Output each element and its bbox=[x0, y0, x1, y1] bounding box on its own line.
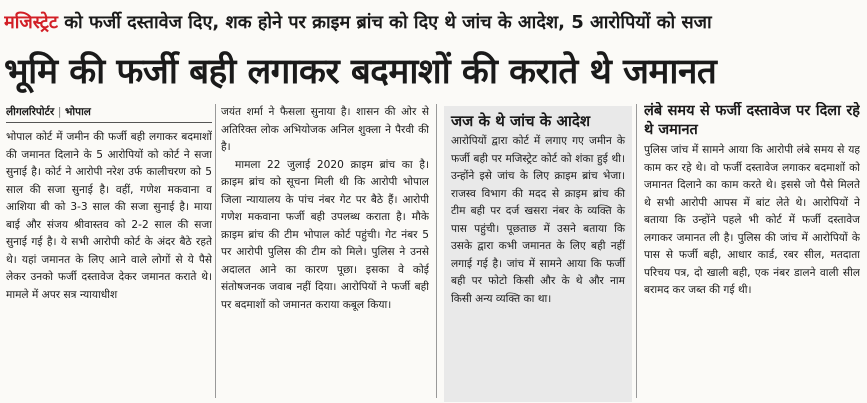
strapline-text: को फर्जी दस्तावेज दिए, शक होने पर क्राइम ब्रांच को दिए थे जांच के आदेश, 5 आरोपियों को सजा bbox=[57, 12, 712, 33]
byline-reporter: लीगलरिपोर्टर bbox=[6, 106, 55, 118]
byline-city: भोपाल bbox=[65, 106, 91, 118]
subheading-judge-orders: जज के थे जांच के आदेश bbox=[451, 112, 591, 130]
column-3-text: आरोपियों द्वारा कोर्ट में लगाए गए जमीन के फर्जी बही पर मजिस्ट्रेट कोर्ट को शंका हुई थी। उन्होंने इसे जांच के लिए क्राइम ब्रांच भेजा। राजस्व विभाग की मदद से क्राइम ब्रांच की टीम बही पर दर्ज खसरा नंबर के व्यक्ति के पास पहुंची। पूछताछ में उसने बताया कि उसके द्वारा कभी जमानत के लिए बही नहीं लगाई गई है। जांच में सामने आया कि फर्जी बही पर फोटो किसी और के थे और नाम किसी अन्य व्यक्ति का था। bbox=[451, 135, 625, 305]
article-column-4 bbox=[644, 102, 860, 400]
byline-separator: | bbox=[57, 106, 62, 118]
headline: भूमि की फर्जी बही लगाकर बदमाशों की कराते थे जमानत bbox=[4, 52, 717, 92]
column-divider bbox=[436, 104, 437, 398]
article-column-2 bbox=[221, 104, 429, 402]
column-divider bbox=[636, 104, 637, 398]
column-2-paragraph-1: जयंत शर्मा ने फैसला सुनाया है। शासन की ओर से अतिरिक्त लोक अभियोजक अनिल शुक्ला ने पैरवी की है। bbox=[221, 106, 429, 153]
column-4-text: पुलिस जांच में सामने आया कि आरोपी लंबे समय से यह काम कर रहे थे। वो फर्जी दस्तावेज लगाकर बदमाशों को जमानत दिलाने का काम करते थे। इससे जो पैसे मिलते थे सभी आरोपी आपस में बांट लेते थे। आरोपियों ने बताया कि उन्होंने पहले भी कोर्ट में फर्जी दस्तावेज लगाकर जमानत ली है। पुलिस की जांच में आरोपियों के पास से फर्जी बही, आधार कार्ड, रबर सील, मतदाता परिचय पत्र, दो खाली बही, एक नंबर डालने वाली सील बरामद कर जब्त की गई थी। bbox=[644, 144, 860, 296]
strapline-kicker: मजिस्ट्रेट bbox=[4, 12, 58, 33]
column-2-paragraph-2: मामला 22 जुलाई 2020 क्राइम ब्रांच का है। क्राइम ब्रांच को सूचना मिली थी कि आरोपी भोपाल जिला न्यायालय के पांच नंबर गेट पर बैठे हैं। आरोपी गणेश मकवाना फर्जी बही उपलब्ध कराता है। मौके क्राइम ब्रांच की टीम भोपाल कोर्ट पहुंची। गेट नंबर 5 पर आरोपी पुलिस की टीम को मिले। पुलिस ने उनसे अदालत आने का कारण पूछा। इसका वे कोई संतोषजनक जवाब नहीं दिया। आरोपियों ने फर्जी बही पर बदमाशों को जमानत कराया कबूल किया। bbox=[221, 158, 429, 311]
article-column-1 bbox=[6, 102, 212, 400]
column-1-text: भोपाल कोर्ट में जमीन की फर्जी बही लगाकर बदमाशों की जमानत दिलाने के 5 आरोपियों को कोर्ट ने सजा सुनाई है। कोर्ट ने आरोपी नरेश उर्फ कालीचरण को 5 साल की सजा सुनाई है। वहीं, गणेश मकवाना व आशिया बी को 3-3 साल की सजा सुनाई है। माया बाई और संजय श्रीवास्तव को 2-2 साल की सजा सुनाई गई है। ये सभी आरोपी कोर्ट के अंदर बैठे रहते थे। यहां जमानत के लिए आने वाले लोगों से ये पैसे लेकर उनको फर्जी दस्तावेज देकर जमानत कराते थे। मामले में अपर सत्र न्यायाधीश bbox=[6, 131, 212, 301]
sidebar-box-judge-orders bbox=[444, 106, 632, 402]
strapline bbox=[4, 6, 862, 40]
subheading-long-time: लंबे समय से फर्जी दस्तावेज पर दिला रहे थे जमानत bbox=[644, 103, 860, 138]
byline bbox=[6, 102, 212, 123]
column-divider bbox=[215, 104, 216, 398]
